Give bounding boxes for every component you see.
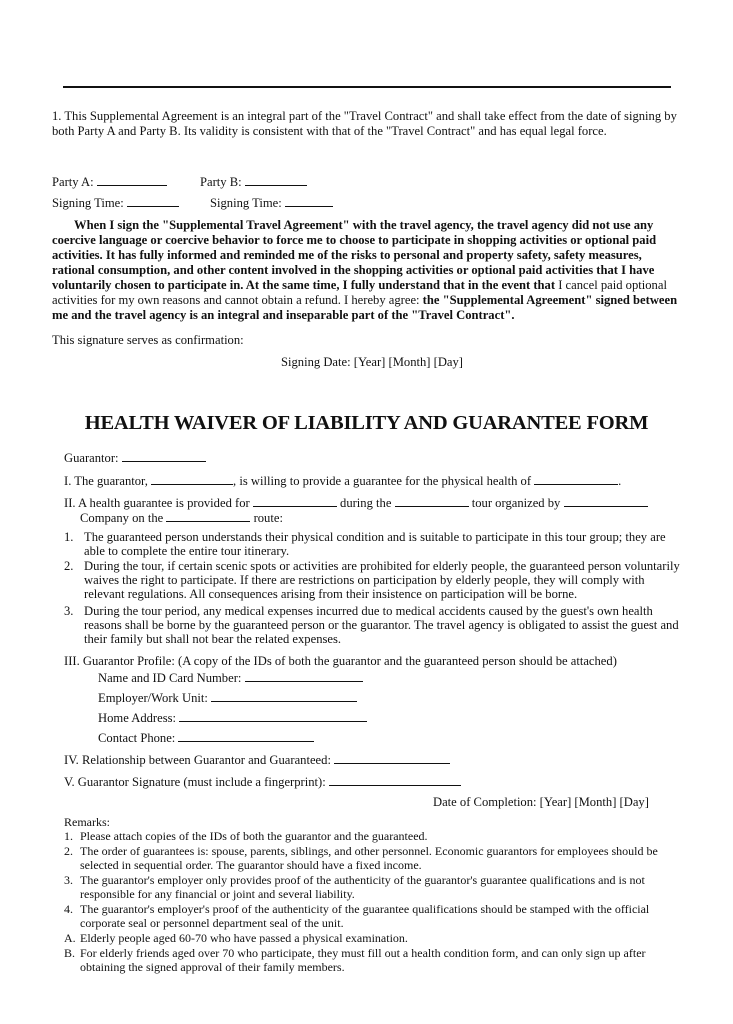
confirmation-text: This signature serves as confirmation: bbox=[52, 333, 244, 347]
remark-b-text: For elderly friends aged over 70 who participate, they must fill out a health condition form, and can only sign up after obtaining the signed approval of their family members. bbox=[80, 946, 646, 974]
section-4 bbox=[64, 752, 450, 768]
phone-blank[interactable] bbox=[178, 730, 314, 742]
guarantor-field bbox=[64, 450, 206, 466]
name-id-label: Name and ID Card Number: bbox=[98, 671, 242, 685]
item-3-number: 3. bbox=[64, 604, 74, 618]
remark-b-number: B. bbox=[64, 946, 76, 960]
guarantor-name-blank[interactable] bbox=[151, 473, 233, 485]
employer-label: Employer/Work Unit: bbox=[98, 691, 208, 705]
remark-2-number: 2. bbox=[64, 844, 73, 858]
section-2-part-b: during the bbox=[340, 496, 392, 510]
remark-1-number: 1. bbox=[64, 829, 73, 843]
remark-3-text: The guarantor's employer only provides proof of the authenticity of the guarantor's guarantee qualifications and is not responsible for any financial or joint and several liability. bbox=[80, 873, 645, 901]
section-2-part-e: route: bbox=[253, 511, 283, 525]
remark-4-text: The guarantor's employer's proof of the authenticity of the guarantee qualifications should be stamped with the official corporate seal or personnel department seal of the unit. bbox=[80, 902, 650, 930]
name-id-blank[interactable] bbox=[245, 670, 363, 682]
section-5-label: V. Guarantor Signature (must include a fingerprint): bbox=[64, 775, 326, 789]
item-1-number: 1. bbox=[64, 530, 74, 544]
guarantor-label: Guarantor: bbox=[64, 451, 119, 465]
header-rule bbox=[63, 86, 671, 88]
employer-blank[interactable] bbox=[211, 690, 357, 702]
declaration-bold-2: the "Supplemental Agreement" signed between me and the travel agency is an integral and inseparable part of the "Travel Contract". bbox=[52, 293, 678, 322]
section-4-label: IV. Relationship between Guarantor and Guaranteed: bbox=[64, 753, 331, 767]
address-blank[interactable] bbox=[179, 710, 367, 722]
party-b-signing-time bbox=[210, 195, 333, 211]
name-id-field bbox=[98, 670, 363, 686]
guarantor-blank[interactable] bbox=[122, 450, 206, 462]
party-b-blank[interactable] bbox=[245, 174, 307, 186]
remark-a-number: A. bbox=[64, 931, 76, 945]
route-blank[interactable] bbox=[166, 510, 250, 522]
signing-time-a-blank[interactable] bbox=[127, 195, 179, 207]
section-2-line-2 bbox=[80, 510, 283, 526]
remark-1-text: Please attach copies of the IDs of both the guarantor and the guaranteed. bbox=[80, 829, 428, 843]
signing-time-label-a: Signing Time: bbox=[52, 196, 124, 210]
item-2-text: During the tour, if certain scenic spots or activities are prohibited for elderly people, the guaranteed person voluntarily waives the right to participate. If there are restrictions on participation by elderly people, they will comply with relevant regulations. All consequences arising from their insistence on participation will be borne. bbox=[84, 559, 680, 601]
remarks-label: Remarks: bbox=[64, 815, 110, 829]
section-1-part-a: I. The guarantor, bbox=[64, 474, 148, 488]
signing-date: Signing Date: [Year] [Month] [Day] bbox=[281, 355, 463, 369]
phone-field bbox=[98, 730, 314, 746]
section-3: III. Guarantor Profile: (A copy of the IDs of both the guarantor and the guaranteed person should be attached) bbox=[64, 654, 617, 668]
section-1-part-c: . bbox=[618, 474, 622, 488]
declaration-normal: I cancel paid optional activities for my own reasons and cannot obtain a refund. I hereby agree: bbox=[52, 278, 667, 307]
employer-field bbox=[98, 690, 357, 706]
section-2-part-d: Company on the bbox=[80, 511, 164, 525]
section-1 bbox=[64, 473, 621, 489]
tour-period-blank[interactable] bbox=[395, 495, 469, 507]
signature-blank[interactable] bbox=[329, 774, 461, 786]
section-2-part-c: tour organized by bbox=[471, 496, 561, 510]
party-b-label: Party B: bbox=[200, 175, 242, 189]
section-2-part-a: II. A health guarantee is provided for bbox=[64, 496, 250, 510]
guaranteed-for-blank[interactable] bbox=[253, 495, 337, 507]
party-a-blank[interactable] bbox=[97, 174, 167, 186]
section-2 bbox=[64, 495, 648, 511]
remark-3-number: 3. bbox=[64, 873, 73, 887]
party-a-label: Party A: bbox=[52, 175, 94, 189]
organizer-blank[interactable] bbox=[564, 495, 648, 507]
signing-time-label-b: Signing Time: bbox=[210, 196, 282, 210]
remark-2-text: The order of guarantees is: spouse, parents, siblings, and other personnel. Economic guarantors for employees should be selected in sequential order. The guarantor should have a fixed income. bbox=[80, 844, 658, 872]
address-field bbox=[98, 710, 367, 726]
phone-label: Contact Phone: bbox=[98, 731, 176, 745]
address-label: Home Address: bbox=[98, 711, 177, 725]
party-b-field bbox=[200, 174, 307, 190]
declaration bbox=[52, 218, 684, 323]
party-a-signing-time bbox=[52, 195, 179, 211]
party-a-field bbox=[52, 174, 167, 190]
item-2-number: 2. bbox=[64, 559, 74, 573]
item-3-text: During the tour period, any medical expenses incurred due to medical accidents caused by the guest's own health reasons shall be borne by the guaranteed person or the guarantor. The travel agency is obligated to assist the guest and their family but shall not bear the related expenses. bbox=[84, 604, 679, 646]
date-of-completion: Date of Completion: [Year] [Month] [Day] bbox=[433, 795, 649, 809]
remark-4-number: 4. bbox=[64, 902, 73, 916]
guaranteed-person-blank[interactable] bbox=[534, 473, 618, 485]
section-5 bbox=[64, 774, 461, 790]
remark-a-text: Elderly people aged 60-70 who have passed a physical examination. bbox=[80, 931, 408, 945]
declaration-bold-1: When I sign the "Supplemental Travel Agreement" with the travel agency, the travel agency did not use any coercive language or coercive behavior to force me to choose to participate in shopping activities or optional paid activities. It has fully informed and reminded me of the risks to personal and property safety, safety measures, rational consumption, and other content involved in the shopping activities or optional paid activities that I have voluntarily chosen to participate in. At the same time, I fully understand that in the event that bbox=[52, 218, 657, 292]
form-title: HEALTH WAIVER OF LIABILITY AND GUARANTEE FORM bbox=[84, 412, 649, 434]
relationship-blank[interactable] bbox=[334, 752, 450, 764]
item-1-text: The guaranteed person understands their physical condition and is suitable to participate in this tour group; they are able to complete the entire tour itinerary. bbox=[84, 530, 666, 558]
signing-time-b-blank[interactable] bbox=[285, 195, 333, 207]
clause-1: 1. This Supplemental Agreement is an integral part of the "Travel Contract" and shall take effect from the date of signing by both Party A and Party B. Its validity is consistent with that of the "Travel Contract" and has equal legal force. bbox=[52, 109, 677, 138]
section-1-part-b: , is willing to provide a guarantee for the physical health of bbox=[233, 474, 532, 488]
